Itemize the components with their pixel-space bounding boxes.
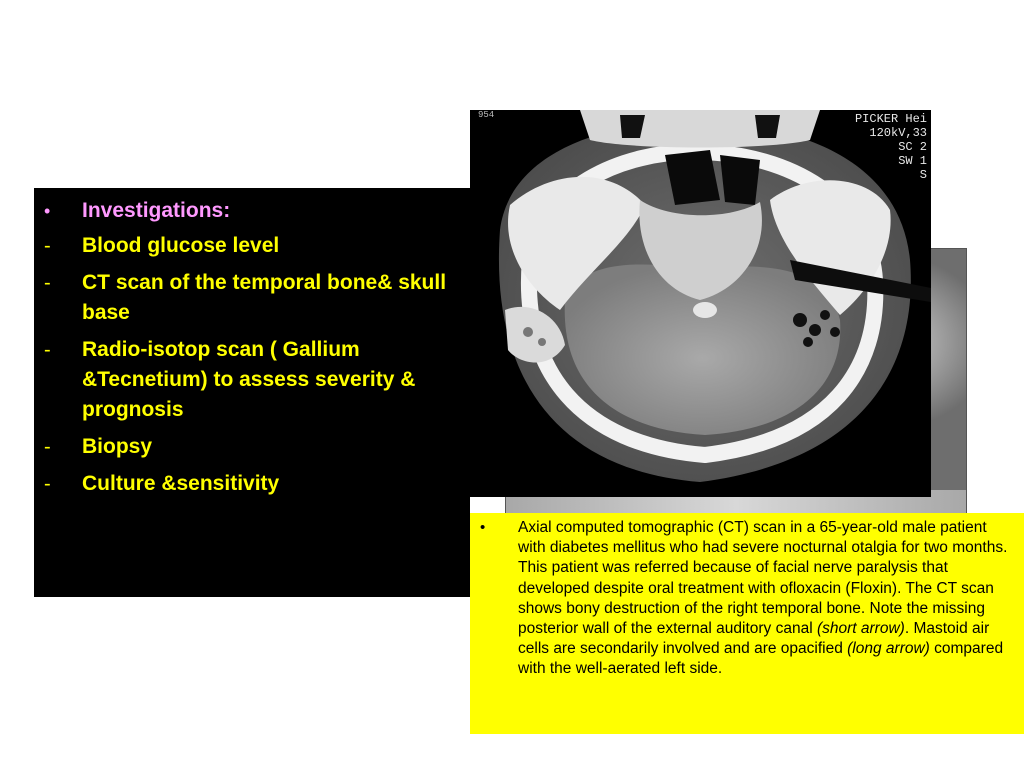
item-biopsy: Biopsy	[82, 435, 153, 458]
dash-marker: -	[44, 272, 51, 294]
ct-scanner-info	[817, 112, 927, 182]
dash-marker: -	[44, 436, 51, 458]
investigations-panel	[34, 188, 470, 597]
ct-corner-label: 954	[478, 110, 495, 120]
list-item	[44, 432, 454, 462]
item-radio-isotope-scan: Radio-isotop scan ( Gallium &Tecnetium) to assess severity & prognosis	[82, 338, 416, 421]
investigations-heading-text: Investigations:	[82, 199, 231, 222]
image-caption	[470, 513, 1024, 734]
ct-info-line: S	[919, 168, 927, 182]
list-item	[44, 231, 454, 261]
bullet-marker: •	[44, 201, 51, 221]
investigations-heading	[44, 196, 454, 226]
item-blood-glucose: Blood glucose level	[82, 234, 280, 257]
list-item	[44, 469, 454, 499]
item-ct-scan: CT scan of the temporal bone& skull base	[82, 271, 447, 324]
caption-short-arrow: (short arrow)	[816, 620, 905, 638]
dash-marker: -	[44, 235, 51, 257]
caption-text-part3: compared with the well-aerated left side.	[518, 640, 1004, 678]
dash-marker: -	[44, 473, 51, 495]
item-culture-sensitivity: Culture &sensitivity	[82, 472, 280, 495]
ct-info-line: SW 1	[898, 154, 927, 168]
ct-info-line: 120kV,33	[869, 126, 927, 140]
investigations-list	[44, 196, 454, 506]
ct-info-line: PICKER Hei	[854, 112, 927, 126]
list-item	[44, 268, 454, 328]
dash-marker: -	[44, 339, 51, 361]
ct-info-line: SC 2	[898, 140, 927, 154]
caption-bullet: •	[480, 519, 486, 536]
caption-text-part1: Axial computed tomographic (CT) scan in a 65-year-old male patient with diabetes mellitus who had severe nocturnal otalgia for two months. This patient was referred because of facial nerve paralysis that developed despite oral treatment with ofloxacin (Floxin). The CT scan shows bony destruction of the right temporal bone. Note the missing posterior wall of the external auditory canal	[518, 519, 1008, 638]
list-item	[44, 335, 454, 425]
caption-text-part2: . Mastoid air cells are secondarily involved and are opacified	[518, 620, 990, 658]
ct-scan-image	[470, 110, 931, 497]
caption-long-arrow: (long arrow)	[847, 640, 930, 658]
